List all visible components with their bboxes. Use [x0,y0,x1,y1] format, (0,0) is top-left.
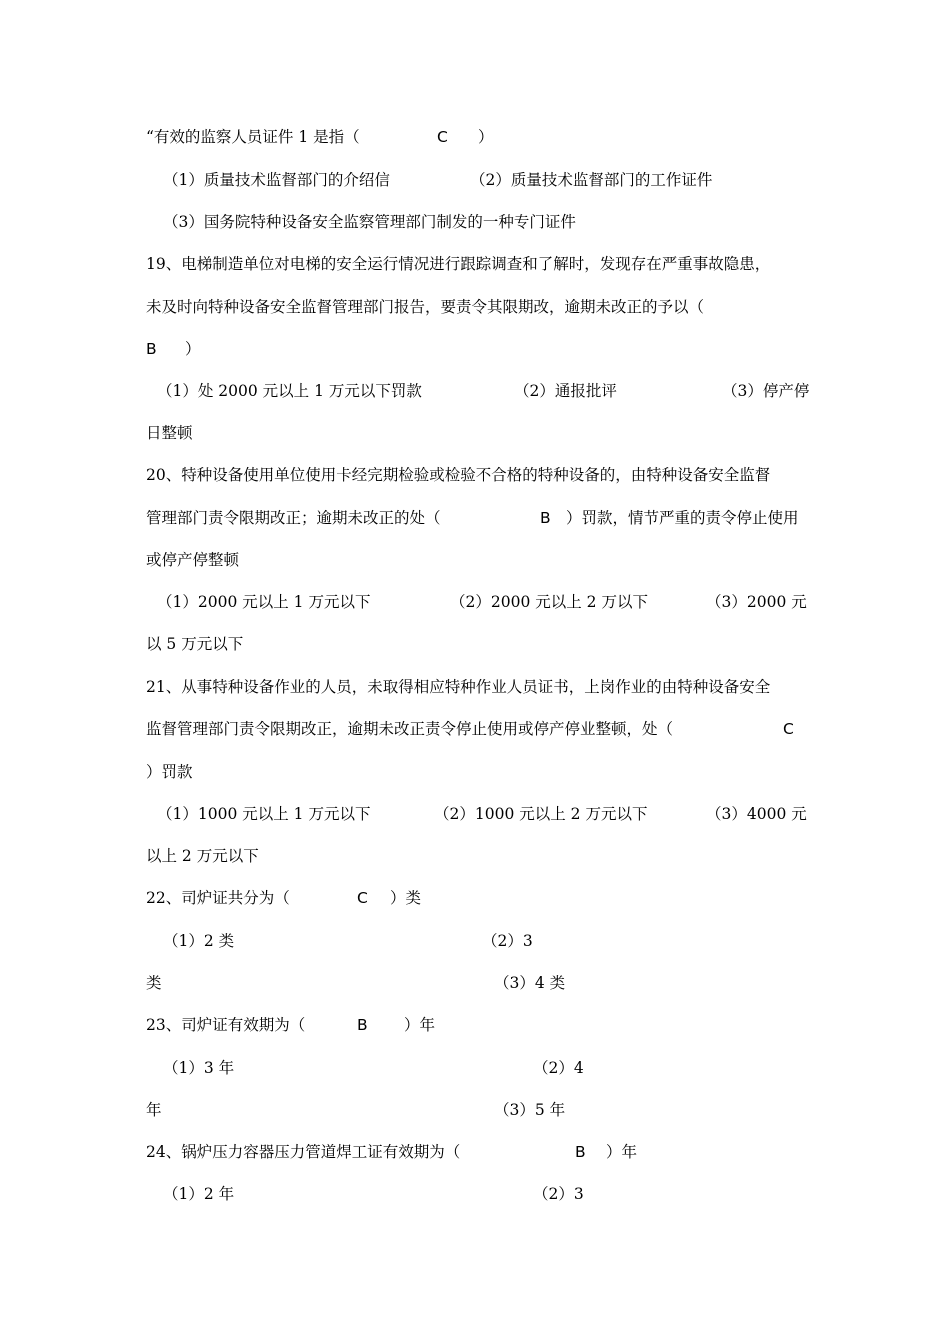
q19-option-1: （1）处 2000 元以上 1 万元以下罚款 [157,382,422,400]
q19-answer: B [146,340,157,358]
q22-option-2-cont: 类 [146,974,162,992]
q21-line-3: ）罚款 [146,763,193,781]
q23-close: ）年 [404,1016,436,1034]
q24-option-1: （1）2 年 [163,1185,235,1203]
q20-line-3: 或停产停整顿 [146,551,240,569]
q22-option-1: （1）2 类 [163,932,235,950]
q22-close: ）类 [390,889,422,907]
q21-option-3-cont: 以上 2 万元以下 [146,847,259,865]
q20-line-1: 20、特种设备使用单位使用卡经完期检验或检验不合格的特种设备的，由特种设备安全监督 [146,466,771,484]
q18-close: ） [478,128,494,146]
q19-line-2: 未及时向特种设备安全监督管理部门报告，要责令其限期改，逾期未改正的予以（ [146,298,705,316]
q23-option-2: （2）4 [533,1059,584,1077]
q21-option-1: （1）1000 元以上 1 万元以下 [157,805,371,823]
q21-option-3: （3）4000 元 [706,805,807,823]
q21-line-2: 监督管理部门责令限期改正，逾期未改正责令停止使用或停产停业整顿，处（ [146,720,674,738]
q19-line-1: 19、电梯制造单位对电梯的安全运行情况进行跟踪调查和了解时，发现存在严重事故隐患， [146,255,771,273]
q19-option-2: （2）通报批评 [514,382,617,400]
q20-option-1: （1）2000 元以上 1 万元以下 [157,593,371,611]
q23-option-3: （3）5 年 [494,1101,566,1119]
q24-answer: B [575,1143,586,1161]
q19-option-3: （3）停产停 [722,382,810,400]
q24-close: ）年 [606,1143,638,1161]
q19-option-3-cont: 日整顿 [146,424,193,442]
q18-option-3: （3）国务院特种设备安全监察管理部门制发的一种专门证件 [163,213,576,231]
q22-stem: 22、司炉证共分为（ [146,889,290,907]
q22-answer: C [357,889,368,907]
q23-option-2-cont: 年 [146,1101,162,1119]
q20-option-3-cont: 以 5 万元以下 [146,635,244,653]
q21-option-2: （2）1000 元以上 2 万元以下 [434,805,648,823]
q20-option-2: （2）2000 元以上 2 万以下 [450,593,648,611]
q24-stem: 24、锅炉压力容器压力管道焊工证有效期为（ [146,1143,461,1161]
q23-answer: B [357,1016,368,1034]
q22-option-3: （3）4 类 [494,974,566,992]
q20-answer: B [540,509,551,527]
q20-option-3: （3）2000 元 [706,593,807,611]
q21-line-1: 21、从事特种设备作业的人员，未取得相应特种作业人员证书，上岗作业的由特种设备安全 [146,678,771,696]
q19-close: ） [185,340,201,358]
q18-option-2: （2）质量技术监督部门的工作证件 [470,171,713,189]
q20-line-2a: 管理部门责令限期改正；逾期未改正的处（ [146,509,441,527]
q24-option-2: （2）3 [533,1185,584,1203]
q18-answer: C [437,128,448,146]
q22-option-2: （2）3 [482,932,533,950]
q20-line-2b: ）罚款，情节严重的责令停止使用 [566,509,799,527]
q21-answer: C [783,720,794,738]
q23-option-1: （1）3 年 [163,1059,235,1077]
q18-stem: “有效的监察人员证件 1 是指（ [146,128,360,146]
q23-stem: 23、司炉证有效期为（ [146,1016,306,1034]
q18-option-1: （1）质量技术监督部门的介绍信 [163,171,390,189]
